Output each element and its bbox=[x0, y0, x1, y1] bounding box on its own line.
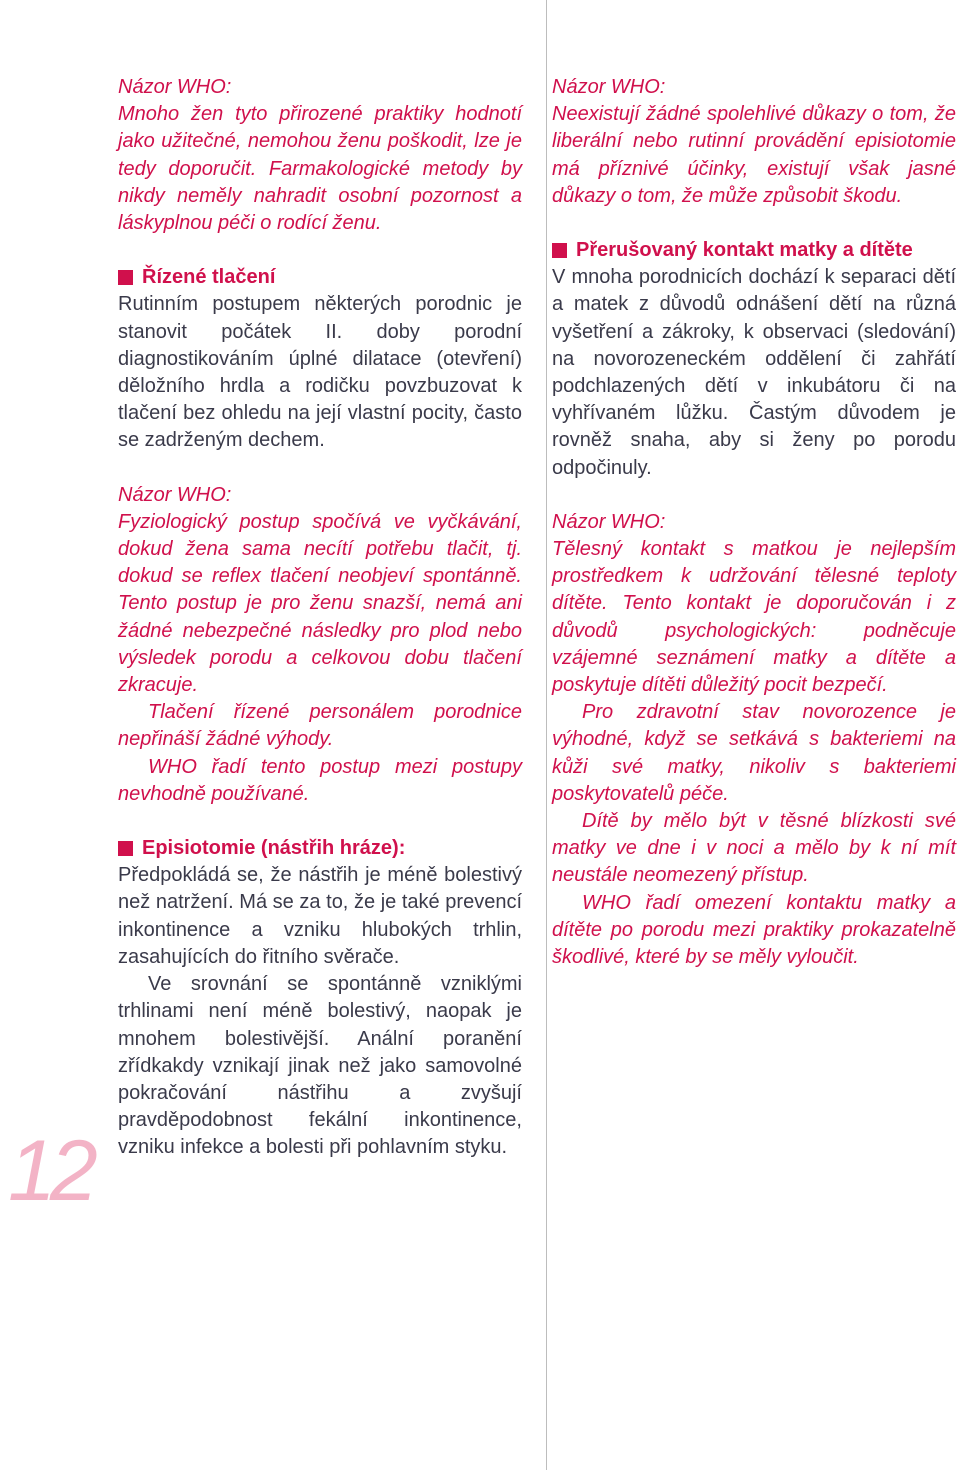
who-label: Názor WHO: bbox=[552, 76, 666, 98]
who-opinion-block bbox=[552, 74, 956, 210]
who-text: Tlačení řízené personálem porodnice nepřináší žádné výhody. bbox=[118, 701, 522, 751]
square-bullet-icon bbox=[118, 841, 133, 856]
who-opinion-block bbox=[552, 509, 956, 971]
who-text: Dítě by mělo být v těsné blízkosti své matky ve dne i v noci a mělo by k ní mít neustále neomezený přístup. bbox=[552, 810, 956, 887]
section-body: Ve srovnání se spontánně vzniklými trhlinami není méně bolestivý, naopak je mnohem bolestivější. Anální poranění zřídkakdy vznikají jinak než jako samovolné pokračování nástřihu a zvyšují pravděpodobnost fekální inkontinence, vzniku infekce a bolesti při pohlavním styku. bbox=[118, 973, 522, 1159]
section-body: Rutinním postupem některých porodnic je stanovit počátek II. doby porodní diagnostikováním úplné dilatace (otevření) děložního hrdla a rodičku povzbuzovat k tlačení bez ohledu na její vlastní pocity, často se zadrženým dechem. bbox=[118, 293, 522, 452]
column-divider bbox=[546, 0, 547, 1470]
who-text: Neexistují žádné spolehlivé důkazy o tom, že liberální nebo rutinní provádění episiotomie má příznivé účinky, existují však jasné důkazy o tom, že může způsobit škodu. bbox=[552, 103, 956, 207]
section-heading-text: Přerušovaný kontakt matky a dítěte bbox=[576, 239, 913, 262]
section-heading bbox=[118, 835, 522, 862]
section-heading-text: Řízené tlačení bbox=[142, 266, 276, 289]
who-text: Mnoho žen tyto přirozené praktiky hodnotí jako užitečné, nemohou ženu poškodit, lze je tedy doporučit. Farmakologické metody by nikdy neměly nahradit osobní pozornost a láskyplnou péči o rodící ženu. bbox=[118, 103, 522, 235]
who-text: WHO řadí omezení kontaktu matky a dítěte po porodu mezi praktiky prokazatelně škodlivé, které by se měly vyloučit. bbox=[552, 891, 956, 969]
section-body: Předpokládá se, že nástřih je méně bolestivý než natržení. Má se za to, že je také prevencí inkontinence a vzniku hlubokých trhlin, zasahujících do řitního svěrače. bbox=[118, 864, 522, 968]
who-label: Názor WHO: bbox=[118, 76, 232, 98]
who-text: Tělesný kontakt s matkou je nejlepším prostředkem k udržování tělesné teploty dítěte. Tento kontakt je doporučován i z důvodů psychologických: podněcuje vzájemné seznámení matky a dítěte a poskytuje dítěti důležitý pocit bezpečí. bbox=[552, 538, 956, 697]
section-kontakt bbox=[552, 237, 956, 482]
who-text: WHO řadí tento postup mezi postupy nevhodně používané. bbox=[118, 755, 522, 805]
who-opinion-block bbox=[118, 74, 522, 237]
left-column bbox=[118, 74, 522, 1162]
section-heading-text: Episiotomie (nástřih hráze): bbox=[142, 837, 406, 860]
who-text: Pro zdravotní stav novorozence je výhodné, když se setkává s bakteriemi na kůži své matky, nikoliv s bakteriemi poskytovatelů péče. bbox=[552, 701, 956, 805]
section-rizene-tlaceni bbox=[118, 264, 522, 454]
section-heading bbox=[118, 264, 522, 291]
who-label: Názor WHO: bbox=[118, 483, 232, 506]
section-episiotomie bbox=[118, 835, 522, 1161]
right-column bbox=[552, 74, 956, 971]
square-bullet-icon bbox=[552, 243, 567, 258]
who-opinion-block bbox=[118, 482, 522, 808]
who-label: Názor WHO: bbox=[552, 510, 666, 533]
square-bullet-icon bbox=[118, 270, 133, 285]
who-text: Fyziologický postup spočívá ve vyčkávání, dokud žena sama necítí potřebu tlačit, tj. dokud se reflex tlačení neobjeví spontánně. Tento postup je pro ženu snazší, nemá ani žádné nebezpečné následky pro plod nebo výsledek porodu a celkovou dobu tlačení zkracuje. bbox=[118, 510, 522, 697]
section-body: V mnoha porodnicích dochází k separaci dětí a matek z důvodů odnášení dětí na různá vyšetření a zákroky, k observaci (sledování) na novorozeneckém oddělení či zahřátí podchlazených dětí v inkubátoru či na vyhřívaném lůžku. Častým důvodem je rovněž snaha, aby si ženy po porodu odpočinuly. bbox=[552, 266, 956, 479]
section-heading bbox=[552, 237, 956, 264]
page-number: 12 bbox=[8, 1123, 92, 1219]
